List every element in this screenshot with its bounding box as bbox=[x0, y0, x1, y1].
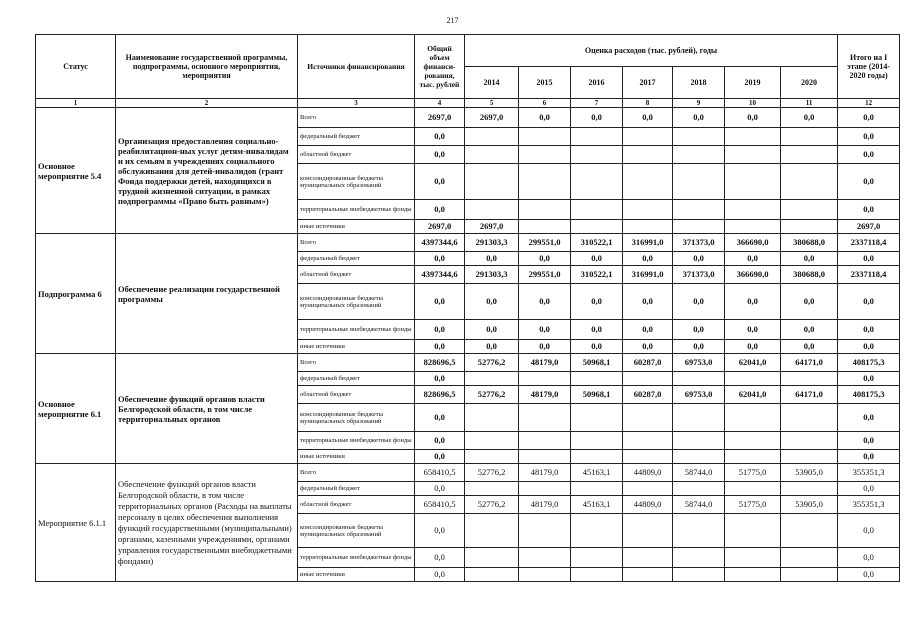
total-volume: 0,0 bbox=[415, 284, 465, 320]
year-value bbox=[519, 220, 571, 234]
year-value: 0,0 bbox=[623, 108, 673, 128]
year-value: 2697,0 bbox=[465, 220, 519, 234]
year-value: 51775,0 bbox=[725, 496, 781, 514]
year-value: 0,0 bbox=[571, 108, 623, 128]
year-value bbox=[571, 514, 623, 548]
year-value: 45163,1 bbox=[571, 464, 623, 482]
year-value bbox=[519, 514, 571, 548]
year-value: 0,0 bbox=[673, 108, 725, 128]
year-value: 51775,0 bbox=[725, 464, 781, 482]
year-value bbox=[623, 482, 673, 496]
year-value bbox=[673, 548, 725, 568]
header-name: Наименование государственной программы, подпрограммы, основного мероприятия, мероприятия bbox=[116, 35, 298, 99]
year-value bbox=[781, 514, 838, 548]
year-value bbox=[781, 128, 838, 146]
funding-source: иные источники bbox=[298, 450, 415, 464]
year-value: 52776,2 bbox=[465, 496, 519, 514]
year-value: 60287,0 bbox=[623, 386, 673, 404]
year-value: 62041,0 bbox=[725, 386, 781, 404]
column-number: 2 bbox=[116, 99, 298, 108]
year-value bbox=[571, 164, 623, 200]
year-value: 291303,3 bbox=[465, 266, 519, 284]
funding-source: федеральный бюджет bbox=[298, 372, 415, 386]
year-value: 0,0 bbox=[725, 252, 781, 266]
year-value: 380688,0 bbox=[781, 234, 838, 252]
year-value bbox=[725, 372, 781, 386]
year-value bbox=[519, 432, 571, 450]
header-year: 2015 bbox=[519, 67, 571, 99]
header-sources: Источники финансирования bbox=[298, 35, 415, 99]
year-value: 0,0 bbox=[781, 108, 838, 128]
year-value: 0,0 bbox=[465, 320, 519, 340]
row-name: Обеспечение функций органов власти Белгородской области, в том числе территориальных органов bbox=[116, 354, 298, 464]
year-value bbox=[571, 220, 623, 234]
total-volume: 828696,5 bbox=[415, 386, 465, 404]
year-value: 0,0 bbox=[623, 252, 673, 266]
row-status: Основное мероприятие 5.4 bbox=[36, 108, 116, 234]
funding-source: консолидированные бюджеты муниципальных образований bbox=[298, 164, 415, 200]
header-year: 2019 bbox=[725, 67, 781, 99]
table-body bbox=[36, 108, 900, 582]
funding-source: иные источники bbox=[298, 568, 415, 582]
year-value bbox=[519, 128, 571, 146]
funding-source: территориальные внебюджетные фонды bbox=[298, 548, 415, 568]
year-value: 0,0 bbox=[623, 284, 673, 320]
header-status: Статус bbox=[36, 35, 116, 99]
total-volume: 0,0 bbox=[415, 450, 465, 464]
year-value bbox=[571, 372, 623, 386]
year-value bbox=[673, 482, 725, 496]
year-value: 371373,0 bbox=[673, 266, 725, 284]
year-value: 2697,0 bbox=[465, 108, 519, 128]
year-value bbox=[623, 450, 673, 464]
year-value bbox=[571, 482, 623, 496]
year-value bbox=[623, 568, 673, 582]
year-value bbox=[673, 568, 725, 582]
year-value: 58744,0 bbox=[673, 464, 725, 482]
row-status: Подпрограмма 6 bbox=[36, 234, 116, 354]
column-number: 9 bbox=[673, 99, 725, 108]
year-value: 0,0 bbox=[725, 340, 781, 354]
page-number: 217 bbox=[446, 16, 459, 25]
year-value bbox=[623, 404, 673, 432]
year-value bbox=[725, 432, 781, 450]
row-name: Организация предоставления социально-реабилитацион-ных услуг детям-инвалидам и их семьям в учреждениях социального обслуживания для детей-инвалидов (грант Фонда поддержки детей, находящихся в трудной жизненной ситуации, в рамках подпрограммы «Право быть равным») bbox=[116, 108, 298, 234]
year-value bbox=[781, 432, 838, 450]
header-year: 2014 bbox=[465, 67, 519, 99]
table-row bbox=[36, 108, 900, 128]
year-value: 0,0 bbox=[673, 252, 725, 266]
stage-total: 0,0 bbox=[838, 404, 900, 432]
stage-total: 0,0 bbox=[838, 200, 900, 220]
year-value bbox=[519, 482, 571, 496]
year-value: 0,0 bbox=[519, 108, 571, 128]
year-value bbox=[571, 432, 623, 450]
table-row bbox=[36, 354, 900, 372]
year-value bbox=[519, 372, 571, 386]
year-value bbox=[623, 514, 673, 548]
year-value bbox=[571, 128, 623, 146]
table-row bbox=[36, 234, 900, 252]
year-value: 62041,0 bbox=[725, 354, 781, 372]
funding-source: Всего bbox=[298, 354, 415, 372]
year-value bbox=[781, 164, 838, 200]
funding-source: областной бюджет bbox=[298, 496, 415, 514]
year-value bbox=[571, 200, 623, 220]
stage-total: 0,0 bbox=[838, 568, 900, 582]
stage-total: 2337118,4 bbox=[838, 234, 900, 252]
total-volume: 0,0 bbox=[415, 482, 465, 496]
year-value: 48179,0 bbox=[519, 386, 571, 404]
column-number: 12 bbox=[838, 99, 900, 108]
header-year: 2017 bbox=[623, 67, 673, 99]
year-value: 0,0 bbox=[781, 252, 838, 266]
year-value: 371373,0 bbox=[673, 234, 725, 252]
total-volume: 0,0 bbox=[415, 568, 465, 582]
column-number: 8 bbox=[623, 99, 673, 108]
stage-total: 0,0 bbox=[838, 482, 900, 496]
stage-total: 0,0 bbox=[838, 320, 900, 340]
year-value: 316991,0 bbox=[623, 266, 673, 284]
year-value bbox=[571, 146, 623, 164]
column-number: 5 bbox=[465, 99, 519, 108]
year-value bbox=[465, 514, 519, 548]
year-value: 0,0 bbox=[673, 320, 725, 340]
year-value: 64171,0 bbox=[781, 386, 838, 404]
year-value: 291303,3 bbox=[465, 234, 519, 252]
funding-source: иные источники bbox=[298, 220, 415, 234]
year-value bbox=[673, 128, 725, 146]
year-value: 53905,0 bbox=[781, 464, 838, 482]
row-name: Обеспечение реализации государственной программы bbox=[116, 234, 298, 354]
stage-total: 0,0 bbox=[838, 128, 900, 146]
stage-total: 408175,3 bbox=[838, 386, 900, 404]
year-value bbox=[725, 450, 781, 464]
header-volume: Общий объем финанси-рования, тыс. рублей bbox=[415, 35, 465, 99]
total-volume: 0,0 bbox=[415, 164, 465, 200]
column-number: 3 bbox=[298, 99, 415, 108]
year-value bbox=[781, 450, 838, 464]
total-volume: 0,0 bbox=[415, 146, 465, 164]
funding-source: областной бюджет bbox=[298, 386, 415, 404]
column-number: 10 bbox=[725, 99, 781, 108]
year-value: 0,0 bbox=[673, 284, 725, 320]
year-value: 48179,0 bbox=[519, 354, 571, 372]
year-value: 0,0 bbox=[623, 340, 673, 354]
year-value bbox=[623, 548, 673, 568]
year-value bbox=[725, 164, 781, 200]
year-value bbox=[673, 514, 725, 548]
funding-source: территориальные внебюджетные фонды bbox=[298, 200, 415, 220]
stage-total: 0,0 bbox=[838, 372, 900, 386]
year-value: 0,0 bbox=[571, 340, 623, 354]
total-volume: 0,0 bbox=[415, 432, 465, 450]
year-value bbox=[781, 548, 838, 568]
stage-total: 0,0 bbox=[838, 432, 900, 450]
year-value bbox=[623, 146, 673, 164]
funding-source: иные источники bbox=[298, 340, 415, 354]
year-value bbox=[781, 220, 838, 234]
year-value: 44809,0 bbox=[623, 464, 673, 482]
row-name: Обеспечение функций органов власти Белгородской области, в том числе территориальных органов (Расходы на выплаты персоналу в целях обеспечения выполнения функций государственными (муниципальными) органами, казенными учреждениями, органами управления государственными внебюджетными фондами) bbox=[116, 464, 298, 582]
stage-total: 0,0 bbox=[838, 548, 900, 568]
stage-total: 408175,3 bbox=[838, 354, 900, 372]
year-value: 0,0 bbox=[571, 252, 623, 266]
year-value bbox=[725, 404, 781, 432]
year-value bbox=[725, 146, 781, 164]
year-value: 0,0 bbox=[519, 284, 571, 320]
column-number: 11 bbox=[781, 99, 838, 108]
stage-total: 0,0 bbox=[838, 284, 900, 320]
funding-source: Всего bbox=[298, 234, 415, 252]
year-value: 366690,0 bbox=[725, 266, 781, 284]
stage-total: 0,0 bbox=[838, 164, 900, 200]
total-volume: 0,0 bbox=[415, 514, 465, 548]
year-value bbox=[465, 548, 519, 568]
funding-source: территориальные внебюджетные фонды bbox=[298, 432, 415, 450]
year-value bbox=[465, 128, 519, 146]
year-value bbox=[781, 200, 838, 220]
stage-total: 0,0 bbox=[838, 146, 900, 164]
total-volume: 0,0 bbox=[415, 200, 465, 220]
year-value bbox=[465, 482, 519, 496]
year-value: 380688,0 bbox=[781, 266, 838, 284]
year-value bbox=[571, 568, 623, 582]
year-value bbox=[673, 450, 725, 464]
year-value: 0,0 bbox=[465, 284, 519, 320]
stage-total: 0,0 bbox=[838, 108, 900, 128]
year-value bbox=[725, 514, 781, 548]
year-value: 299551,0 bbox=[519, 234, 571, 252]
year-value: 316991,0 bbox=[623, 234, 673, 252]
year-value: 0,0 bbox=[781, 320, 838, 340]
year-value bbox=[623, 200, 673, 220]
year-value: 58744,0 bbox=[673, 496, 725, 514]
total-volume: 0,0 bbox=[415, 128, 465, 146]
stage-total: 2337118,4 bbox=[838, 266, 900, 284]
total-volume: 2697,0 bbox=[415, 108, 465, 128]
year-value: 44809,0 bbox=[623, 496, 673, 514]
column-number: 1 bbox=[36, 99, 116, 108]
year-value: 0,0 bbox=[465, 340, 519, 354]
year-value bbox=[465, 404, 519, 432]
year-value: 52776,2 bbox=[465, 386, 519, 404]
column-number: 6 bbox=[519, 99, 571, 108]
year-value: 0,0 bbox=[725, 284, 781, 320]
year-value bbox=[519, 548, 571, 568]
funding-source: федеральный бюджет bbox=[298, 252, 415, 266]
funding-source: Всего bbox=[298, 108, 415, 128]
funding-source: областной бюджет bbox=[298, 266, 415, 284]
year-value: 50968,1 bbox=[571, 386, 623, 404]
year-value bbox=[673, 200, 725, 220]
total-volume: 0,0 bbox=[415, 372, 465, 386]
year-value: 0,0 bbox=[519, 320, 571, 340]
stage-total: 0,0 bbox=[838, 514, 900, 548]
year-value: 60287,0 bbox=[623, 354, 673, 372]
funding-source: областной бюджет bbox=[298, 146, 415, 164]
total-volume: 0,0 bbox=[415, 548, 465, 568]
year-value bbox=[781, 404, 838, 432]
year-value: 52776,2 bbox=[465, 354, 519, 372]
year-value: 310522,1 bbox=[571, 266, 623, 284]
year-value: 0,0 bbox=[781, 340, 838, 354]
year-value: 0,0 bbox=[725, 108, 781, 128]
year-value: 50968,1 bbox=[571, 354, 623, 372]
year-value bbox=[465, 450, 519, 464]
year-value: 45163,1 bbox=[571, 496, 623, 514]
year-value bbox=[781, 372, 838, 386]
column-number: 4 bbox=[415, 99, 465, 108]
year-value bbox=[725, 128, 781, 146]
year-value bbox=[623, 372, 673, 386]
total-volume: 658410,5 bbox=[415, 496, 465, 514]
header-total: Итого на I этапе (2014-2020 годы) bbox=[838, 35, 900, 99]
budget-table bbox=[35, 34, 900, 582]
year-value bbox=[623, 432, 673, 450]
stage-total: 0,0 bbox=[838, 450, 900, 464]
stage-total: 355351,3 bbox=[838, 464, 900, 482]
header-year: 2018 bbox=[673, 67, 725, 99]
year-value: 69753,0 bbox=[673, 386, 725, 404]
year-value: 0,0 bbox=[519, 252, 571, 266]
header-year: 2016 bbox=[571, 67, 623, 99]
year-value bbox=[465, 146, 519, 164]
year-value bbox=[571, 404, 623, 432]
year-value bbox=[571, 548, 623, 568]
year-value: 53905,0 bbox=[781, 496, 838, 514]
year-value: 69753,0 bbox=[673, 354, 725, 372]
column-number: 7 bbox=[571, 99, 623, 108]
year-value: 0,0 bbox=[519, 340, 571, 354]
year-value bbox=[781, 482, 838, 496]
year-value: 52776,2 bbox=[465, 464, 519, 482]
year-value bbox=[465, 372, 519, 386]
stage-total: 0,0 bbox=[838, 252, 900, 266]
year-value bbox=[673, 164, 725, 200]
table-row bbox=[36, 464, 900, 482]
year-value: 0,0 bbox=[571, 320, 623, 340]
funding-source: консолидированные бюджеты муниципальных образований bbox=[298, 404, 415, 432]
stage-total: 355351,3 bbox=[838, 496, 900, 514]
total-volume: 2697,0 bbox=[415, 220, 465, 234]
funding-source: федеральный бюджет bbox=[298, 128, 415, 146]
row-status: Мероприятие 6.1.1 bbox=[36, 464, 116, 582]
total-volume: 0,0 bbox=[415, 252, 465, 266]
year-value bbox=[725, 548, 781, 568]
column-numbers-row bbox=[36, 99, 900, 108]
year-value bbox=[781, 568, 838, 582]
year-value bbox=[673, 220, 725, 234]
year-value bbox=[781, 146, 838, 164]
year-value bbox=[623, 164, 673, 200]
year-value: 0,0 bbox=[623, 320, 673, 340]
year-value bbox=[519, 200, 571, 220]
year-value bbox=[623, 128, 673, 146]
year-value bbox=[673, 404, 725, 432]
year-value bbox=[465, 432, 519, 450]
year-value: 0,0 bbox=[465, 252, 519, 266]
year-value bbox=[673, 432, 725, 450]
year-value bbox=[725, 220, 781, 234]
year-value: 48179,0 bbox=[519, 496, 571, 514]
year-value bbox=[519, 404, 571, 432]
total-volume: 4397344,6 bbox=[415, 266, 465, 284]
year-value: 299551,0 bbox=[519, 266, 571, 284]
year-value bbox=[465, 200, 519, 220]
year-value bbox=[519, 146, 571, 164]
year-value bbox=[519, 568, 571, 582]
year-value: 64171,0 bbox=[781, 354, 838, 372]
year-value bbox=[725, 200, 781, 220]
year-value: 0,0 bbox=[673, 340, 725, 354]
table-header bbox=[36, 35, 900, 108]
year-value bbox=[465, 568, 519, 582]
total-volume: 0,0 bbox=[415, 340, 465, 354]
year-value: 366690,0 bbox=[725, 234, 781, 252]
year-value: 48179,0 bbox=[519, 464, 571, 482]
row-status: Основное мероприятие 6.1 bbox=[36, 354, 116, 464]
year-value bbox=[571, 450, 623, 464]
header-year: 2020 bbox=[781, 67, 838, 99]
year-value: 0,0 bbox=[571, 284, 623, 320]
year-value: 310522,1 bbox=[571, 234, 623, 252]
header-estimate: Оценка расходов (тыс. рублей), годы bbox=[465, 35, 838, 67]
total-volume: 828696,5 bbox=[415, 354, 465, 372]
funding-source: консолидированные бюджеты муниципальных образований bbox=[298, 514, 415, 548]
year-value bbox=[519, 164, 571, 200]
year-value bbox=[725, 482, 781, 496]
year-value bbox=[725, 568, 781, 582]
year-value bbox=[465, 164, 519, 200]
year-value bbox=[673, 146, 725, 164]
year-value: 0,0 bbox=[725, 320, 781, 340]
stage-total: 2697,0 bbox=[838, 220, 900, 234]
year-value bbox=[673, 372, 725, 386]
stage-total: 0,0 bbox=[838, 340, 900, 354]
total-volume: 658410,5 bbox=[415, 464, 465, 482]
funding-source: территориальные внебюджетные фонды bbox=[298, 320, 415, 340]
total-volume: 0,0 bbox=[415, 404, 465, 432]
funding-source: федеральный бюджет bbox=[298, 482, 415, 496]
funding-source: консолидированные бюджеты муниципальных образований bbox=[298, 284, 415, 320]
total-volume: 0,0 bbox=[415, 320, 465, 340]
year-value bbox=[519, 450, 571, 464]
total-volume: 4397344,6 bbox=[415, 234, 465, 252]
funding-source: Всего bbox=[298, 464, 415, 482]
year-value bbox=[623, 220, 673, 234]
year-value: 0,0 bbox=[781, 284, 838, 320]
